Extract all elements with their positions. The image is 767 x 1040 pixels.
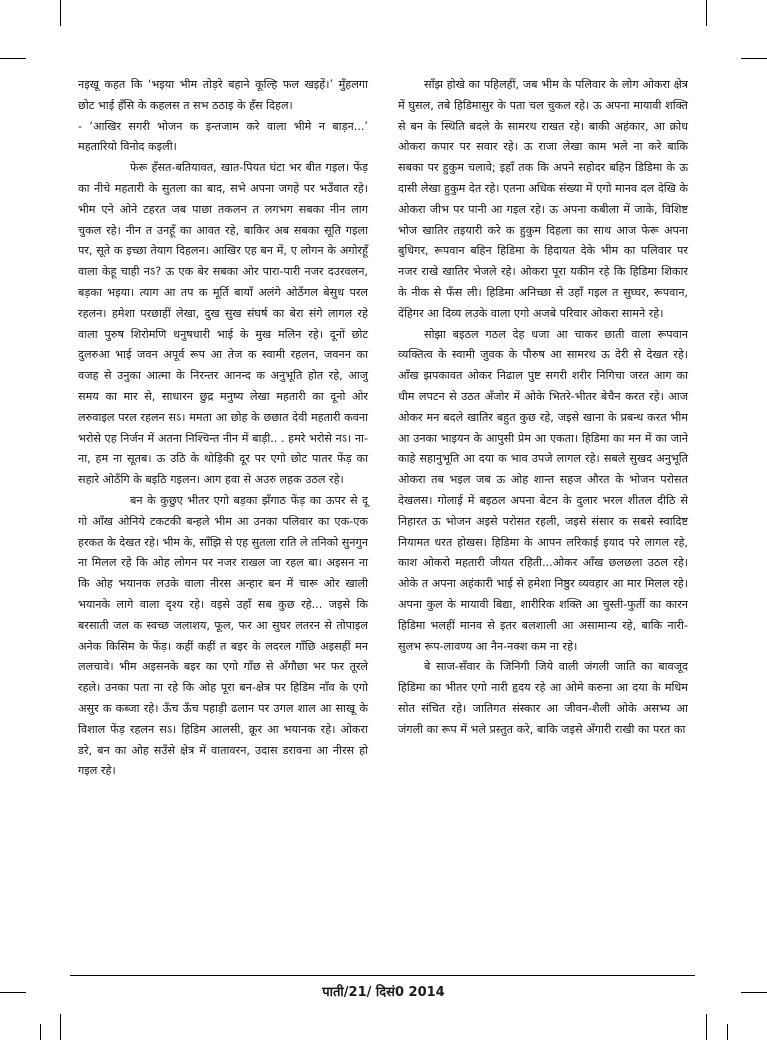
crop-mark — [60, 1014, 61, 1040]
paragraph: फेरू हँसत-बतियावत, खात-पियत घंटा भर बीत गइल। फेंड़ का नीचे महतारी के सुतला का बाद, सभे अपना जगहे पर भउँवात रहे। भीम एने ओने टहरत जब पाछा तकलन त लगभग सबका नीन लाग चुकल रहे। नीन त उनहूँ का आवत रहे, बाकिर अब सबका सूति गइला पर, सूते क इच्छा तेयाग दिहलन। आखिर एह बन में, ए लोगन के अगोरहूँ वाला केहू चाही नऽ? ऊ एक बेर सबका ओर पारा-पारी नजर दउरवलन, बड़का भइया। त्याग आ तप क मूर्ति बायाँ अलंगे ओठँगल बेसुध परल रहलन। हमेशा परछाहीं लेखा, दुख सुख संघर्ष का बेरा संगे लागल रहे वाला पुरुष शिरोमणि धनुषधारी भाई के मुख मलिन रहे। दूनों छोट दुलरुआ भाई जवन अपूर्व रूप आ तेज क स्वामी रहलन, जवनन का वजह से उनुका आत्मा के निरन्तर आनन्द क अनुभूति होत रहे, आजु समय का मार से, साधारन छुद्र मनुष्य लेखा महतारी का दूनो ओर लरुवाइल परल रहलन सऽ। ममता आ छोह के छछात देवी महतारी कवना भरोसे एह निर्जन में अतना निश्चिन्त नीन में बाड़ी.. . हमरे भरोसे नऽ। ना-ना, हम ना सूतब। ऊ उठि के थोड़िकी दूर पर एगो छोट पातर फेंड़ का सहारे ओठँगि के बइठि गइलन। आग हवा से अउरु लहक उठल रहे। — [78, 161, 368, 487]
crop-mark — [60, 0, 61, 26]
crop-mark — [706, 1014, 707, 1040]
left-text-column — [78, 75, 368, 782]
paragraph: बन के कुछुए भीतर एगो बड़का झँगाठ फेंड़ का ऊपर से दू गो आँख ओनिये टकटकी बन्हले भीम आ उनका पलिवार का एक-एक हरकत के देखत रहे। भीम के, साँझि से एह सुतला राति ले तनिको सुनगुन ना मिलल रहे कि ओह लोगन पर नजर राखल जा रहल बा। अइसन ना कि ओह भयानक लउके वाला नीरस अन्हार बन में चारू ओर खाली भयानके लागे वाला दृश्य रहे। वइसे उहाँ सब कुछ रहे... जइसे कि बरसाती जल क स्वच्छ जलाशय, फूल, फर आ सुघर लतरन से तोपाइल अनेक किसिम के फेंड़। कहीं कहीं त बइर के लदरल गाँछि अइसहीं मन ललचावे। भीम अइसनके बइर का एगो गाँछ से अँगौछा भर फर तूरले रहले। उनका पता ना रहे कि ओह पूरा बन-क्षेत्र पर हिडिम नाँव के एगो असुर क कब्जा रहे। ऊँच ऊँच पहाड़ी ढलान पर उगल शाल आ साखू के विशाल फेंड़ रहलन सऽ। हिडिम आलसी, क्रूर आ भयानक रहे। ओकरा डरे, बन का ओह सउँसे क्षेत्र में वातावरन, उदास डरावना आ नीरस हो गइल रहे। — [78, 493, 368, 778]
paragraph: नइखू कहत कि ‘भइया भीम तोड़रे बहाने कूल्हि फल खइहें।’ मुँहलगा छोट भाई हँसि के कहलस त सभ ठठाइ के हँस दिहल। — [78, 78, 368, 112]
paragraph: बे साज-सँवार के जिनिगी जिये वाली जंगली जाति का बावजूद हिडिमा का भीतर एगो नारी हृदय रहे आ ओमे करुना आ दया के मधिम सोत संचित रहे। जातिगत संस्कार आ जीवन-शैली ओके असभ्य आ जंगली का रूप में भले प्रस्तुत करे, बाकि जइसे अँगारी राखी का परत का — [398, 660, 688, 736]
crop-mark — [706, 0, 707, 26]
page-footer: पाती/21/ दिसं0 2014 — [322, 985, 445, 1000]
crop-mark — [40, 1024, 41, 1040]
footer-rule — [70, 975, 695, 976]
paragraph: साँझ होखे का पहिलहीं, जब भीम के पलिवार के लोग ओकरा क्षेत्र में घुसल, तबे हिडिमासुर के पता चल चुकल रहे। ऊ अपना मायावी शक्ति से बन के स्थिति बदले के सामरथ राखत रहे। बाकी अहंकार, आ क्रोध ओकरा कपार पर सवार रहे। ऊ राजा लेखा काम भले ना करे बाकि सबका पर हुकुम चलावे; इहाँ तक कि अपने सहोदर बहिन डिडिमा के ऊ दासी लेखा हुकुम देत रहे। एतना अधिक संख्या में एगो मानव दल देखि के ओकरा जीभ पर पानी आ गइल रहे। ऊ अपना कबीला में जाके, विशिष्ट भोज खातिर तइयारी करे क हुकुम दिहला का साथ आज फेरू अपना बुधिगर, रूपवान बहिन हिडिमा के हिदायत देके भीम का पलिवार पर नजर राखे खातिर भेजले रहे। ओकरा पूरा यकीन रहे कि हिडिमा शिकार के नीक से फँस ली। हिडिमा अनिच्छा से उहाँ गइल त सुघ्घर, रूपवान, देंहिगर आ दिव्य लउके वाला एगो अजबे परिवार ओकरा सामने रहे। — [398, 78, 688, 320]
paragraph: सोझा बइठल गठल देह धजा आ चाकर छाती वाला रूपवान व्यक्तित्व के स्वामी जुवक के पौरुष आ सामरथ ऊ देरी से देखत रहे। आँख झपकावत ओकर निढाल पुष्ट सगरी शरीर निगिचा जरत आग का धीम लपटन से उठत अँजोर में ओके भितरे-भीतर बेचैन करत रहे। आज ओकर मन बदले खातिर बहुत कुछ रहे, जइसे खाना के प्रबन्ध करत भीम आ उनका भाइयन के आपुसी प्रेम आ एकता। हिडिमा का मन में का जाने काहे सहानुभूति आ दया क भाव उपजे लागल रहे। सबले सुखद अनुभूति ओकरा तब भइल जब ऊ ओह शान्त सहज औरत के भोजन परोसत देखलस। गोलाई में बइठल अपना बेटन के दुलार भरल शीतल दीठि से निहारत ऊ भोजन अइसे परोसत रहली, जइसे संसार क सबसे स्वादिष्ट नियामत धरत होखस। हिडिमा के आपन लरिकाई इयाद परे लागल रहे, काश ओकरो महतारी जीयत रहिती...ओकर आँख छलछला उठल रहे। ओके त अपना अहंकारी भाई से हमेशा निष्ठुर व्यवहार आ मार मिलल रहे। अपना कुल के मायावी बिद्या, शारीरिक शक्ति आ चुस्ती-फुर्ती का कारन हिडिमा भलहीं मानव से इतर बलशाली आ असामान्य रहे, बाकि नारी-सुलभ रूप-लावण्य आ नैन-नक्श कम ना रहे। — [398, 327, 688, 653]
paragraph: - ‘आखिर सगरी भोजन क इन्तजाम करे वाला भीमे न बाड़न...’ महतारियो विनोद कइली। — [78, 119, 368, 154]
crop-mark — [0, 58, 26, 59]
crop-mark — [727, 1024, 728, 1040]
right-text-column — [398, 75, 688, 741]
crop-mark — [741, 58, 767, 59]
